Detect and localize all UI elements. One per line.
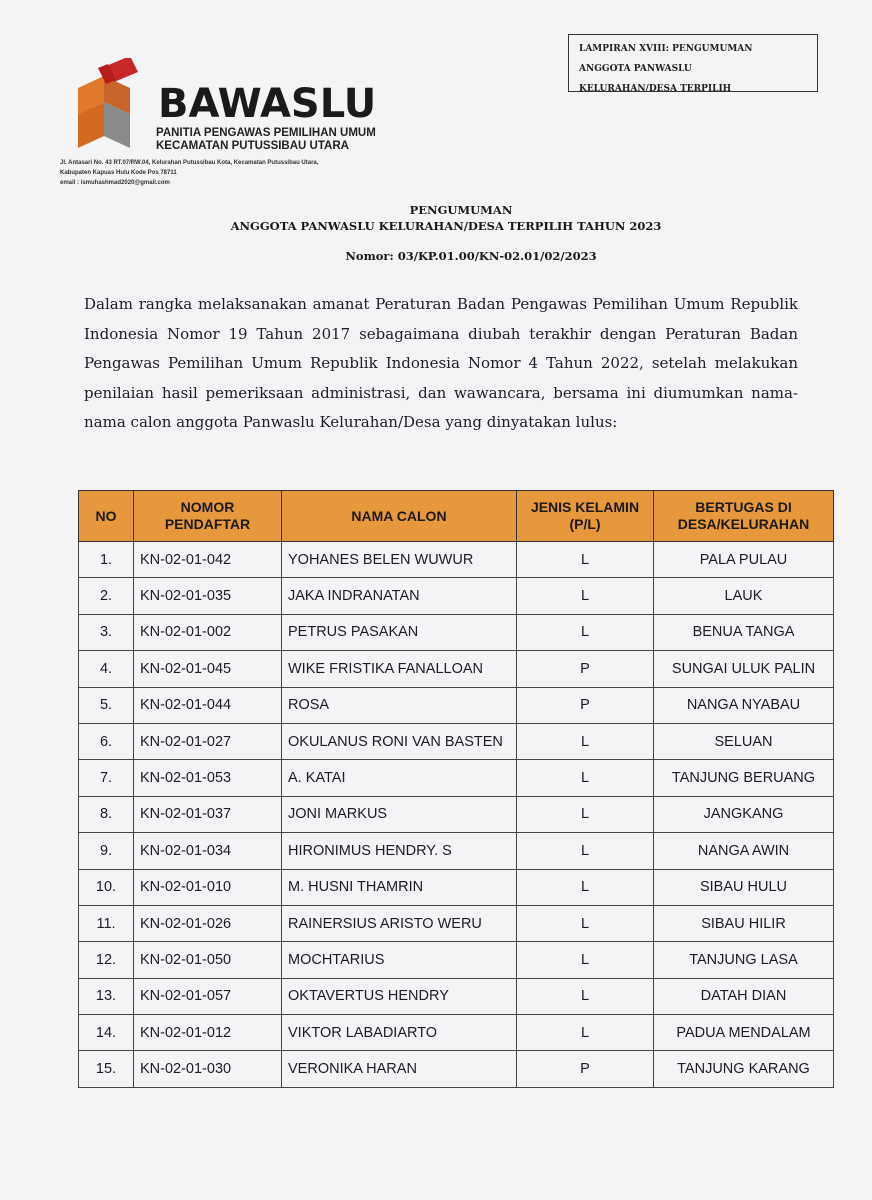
table-row <box>79 1015 834 1051</box>
cell-registration-number: KN-02-01-010 <box>134 869 282 905</box>
brand-subtitle: PANITIA PENGAWAS PEMILIHAN UMUM <box>156 127 376 139</box>
cell-candidate-name: RAINERSIUS ARISTO WERU <box>282 905 517 941</box>
table-body <box>79 542 834 1088</box>
table-row <box>79 760 834 796</box>
cell-number: 14. <box>79 1015 134 1051</box>
cell-registration-number: KN-02-01-050 <box>134 942 282 978</box>
cell-assigned-village: JANGKANG <box>654 796 834 832</box>
cell-candidate-name: VIKTOR LABADIARTO <box>282 1015 517 1051</box>
cell-registration-number: KN-02-01-002 <box>134 614 282 650</box>
cell-registration-number: KN-02-01-034 <box>134 833 282 869</box>
cell-number: 12. <box>79 942 134 978</box>
cell-number: 4. <box>79 651 134 687</box>
table-row <box>79 723 834 759</box>
document-title: PENGUMUMAN <box>409 203 513 217</box>
cell-candidate-name: PETRUS PASAKAN <box>282 614 517 650</box>
cell-number: 7. <box>79 760 134 796</box>
table-row <box>79 869 834 905</box>
candidate-table <box>78 490 834 1088</box>
cell-gender: L <box>517 614 654 650</box>
cell-assigned-village: PALA PULAU <box>654 542 834 578</box>
cell-number: 9. <box>79 833 134 869</box>
attachment-line: KELURAHAN/DESA TERPILIH <box>579 84 732 94</box>
letterhead <box>58 58 418 206</box>
table-row <box>79 978 834 1014</box>
cell-candidate-name: OKULANUS RONI VAN BASTEN <box>282 723 517 759</box>
cell-candidate-name: VERONIKA HARAN <box>282 1051 517 1087</box>
cell-registration-number: KN-02-01-030 <box>134 1051 282 1087</box>
cell-assigned-village: NANGA AWIN <box>654 833 834 869</box>
cell-assigned-village: SUNGAI ULUK PALIN <box>654 651 834 687</box>
cell-registration-number: KN-02-01-026 <box>134 905 282 941</box>
column-header-gender: JENIS KELAMIN (P/L) <box>517 491 654 542</box>
cell-number: 3. <box>79 614 134 650</box>
cell-gender: L <box>517 905 654 941</box>
cell-number: 15. <box>79 1051 134 1087</box>
intro-paragraph: Dalam rangka melaksanakan amanat Peraturan Badan Pengawas Pemilihan Umum Republik Indonesia Nomor 19 Tahun 2017 sebagaimana diubah terakhir dengan Peraturan Badan Pengawas Pemilihan Umum Republik Indonesia Nomor 4 Tahun 2022, setelah melakukan penilaian hasil pemeriksaan administrasi, dan wawancara, bersama ini diumumkan nama-nama calon anggota Panwaslu Kelurahan/Desa yang dinyatakan lulus: <box>84 295 798 431</box>
cell-registration-number: KN-02-01-037 <box>134 796 282 832</box>
table-row <box>79 796 834 832</box>
cell-number: 2. <box>79 578 134 614</box>
attachment-line: ANGGOTA PANWASLU <box>579 64 692 74</box>
brand-name: BAWASLU <box>158 81 377 127</box>
cell-assigned-village: SIBAU HILIR <box>654 905 834 941</box>
cell-gender: L <box>517 942 654 978</box>
cell-candidate-name: YOHANES BELEN WUWUR <box>282 542 517 578</box>
table-row <box>79 578 834 614</box>
cell-registration-number: KN-02-01-045 <box>134 651 282 687</box>
table-row <box>79 1051 834 1087</box>
cell-assigned-village: PADUA MENDALAM <box>654 1015 834 1051</box>
cell-gender: P <box>517 651 654 687</box>
document-heading <box>0 202 872 264</box>
cell-gender: L <box>517 869 654 905</box>
cell-gender: L <box>517 723 654 759</box>
cell-candidate-name: WIKE FRISTIKA FANALLOAN <box>282 651 517 687</box>
cell-registration-number: KN-02-01-057 <box>134 978 282 1014</box>
cell-candidate-name: MOCHTARIUS <box>282 942 517 978</box>
cell-registration-number: KN-02-01-053 <box>134 760 282 796</box>
cell-assigned-village: TANJUNG LASA <box>654 942 834 978</box>
table-row <box>79 614 834 650</box>
cell-gender: L <box>517 796 654 832</box>
cell-registration-number: KN-02-01-027 <box>134 723 282 759</box>
table-row <box>79 942 834 978</box>
column-header-registration: NOMOR PENDAFTAR <box>134 491 282 542</box>
letterhead-address <box>60 158 420 188</box>
cell-assigned-village: TANJUNG BERUANG <box>654 760 834 796</box>
cell-registration-number: KN-02-01-042 <box>134 542 282 578</box>
cell-candidate-name: JONI MARKUS <box>282 796 517 832</box>
cell-gender: L <box>517 978 654 1014</box>
cell-number: 13. <box>79 978 134 1014</box>
cell-candidate-name: M. HUSNI THAMRIN <box>282 869 517 905</box>
attachment-line: LAMPIRAN XVIII: PENGUMUMAN <box>579 44 753 54</box>
cell-number: 10. <box>79 869 134 905</box>
cell-candidate-name: JAKA INDRANATAN <box>282 578 517 614</box>
cell-registration-number: KN-02-01-035 <box>134 578 282 614</box>
cell-number: 8. <box>79 796 134 832</box>
cell-assigned-village: DATAH DIAN <box>654 978 834 1014</box>
column-header-name: NAMA CALON <box>282 491 517 542</box>
column-header-location: BERTUGAS DI DESA/KELURAHAN <box>654 491 834 542</box>
cell-gender: L <box>517 760 654 796</box>
cell-gender: L <box>517 578 654 614</box>
cell-registration-number: KN-02-01-012 <box>134 1015 282 1051</box>
cell-candidate-name: HIRONIMUS HENDRY. S <box>282 833 517 869</box>
cell-registration-number: KN-02-01-044 <box>134 687 282 723</box>
bawaslu-logo-icon <box>68 58 158 168</box>
cell-candidate-name: A. KATAI <box>282 760 517 796</box>
cell-assigned-village: TANJUNG KARANG <box>654 1051 834 1087</box>
cell-gender: P <box>517 1051 654 1087</box>
brand-district: KECAMATAN PUTUSSIBAU UTARA <box>156 140 349 152</box>
cell-candidate-name: OKTAVERTUS HENDRY <box>282 978 517 1014</box>
cell-assigned-village: BENUA TANGA <box>654 614 834 650</box>
cell-assigned-village: SIBAU HULU <box>654 869 834 905</box>
cell-gender: L <box>517 833 654 869</box>
cell-number: 5. <box>79 687 134 723</box>
cell-candidate-name: ROSA <box>282 687 517 723</box>
table-header-row <box>79 491 834 542</box>
column-header-no: NO <box>79 491 134 542</box>
cell-gender: L <box>517 1015 654 1051</box>
cell-number: 11. <box>79 905 134 941</box>
table-row <box>79 905 834 941</box>
address-line: email : ismuhashmad2020@gmail.com <box>60 180 170 186</box>
attachment-box <box>568 34 818 92</box>
cell-assigned-village: LAUK <box>654 578 834 614</box>
address-line: Kabupaten Kapuas Hulu Kode Pos 78711 <box>60 170 177 176</box>
document-number: Nomor: 03/KP.01.00/KN-02.01/02/2023 <box>345 249 597 263</box>
cell-number: 1. <box>79 542 134 578</box>
cell-assigned-village: NANGA NYABAU <box>654 687 834 723</box>
table-row <box>79 833 834 869</box>
table-row <box>79 542 834 578</box>
table-row <box>79 687 834 723</box>
cell-assigned-village: SELUAN <box>654 723 834 759</box>
cell-gender: P <box>517 687 654 723</box>
table-row <box>79 651 834 687</box>
document-subtitle: ANGGOTA PANWASLU KELURAHAN/DESA TERPILIH TAHUN 2023 <box>230 219 662 233</box>
address-line: Jl. Antasari No. 43 RT.07/RW.04, Kelurahan Putussibau Kota, Kecamatan Putussibau Utara, <box>60 160 319 166</box>
cell-gender: L <box>517 542 654 578</box>
cell-number: 6. <box>79 723 134 759</box>
